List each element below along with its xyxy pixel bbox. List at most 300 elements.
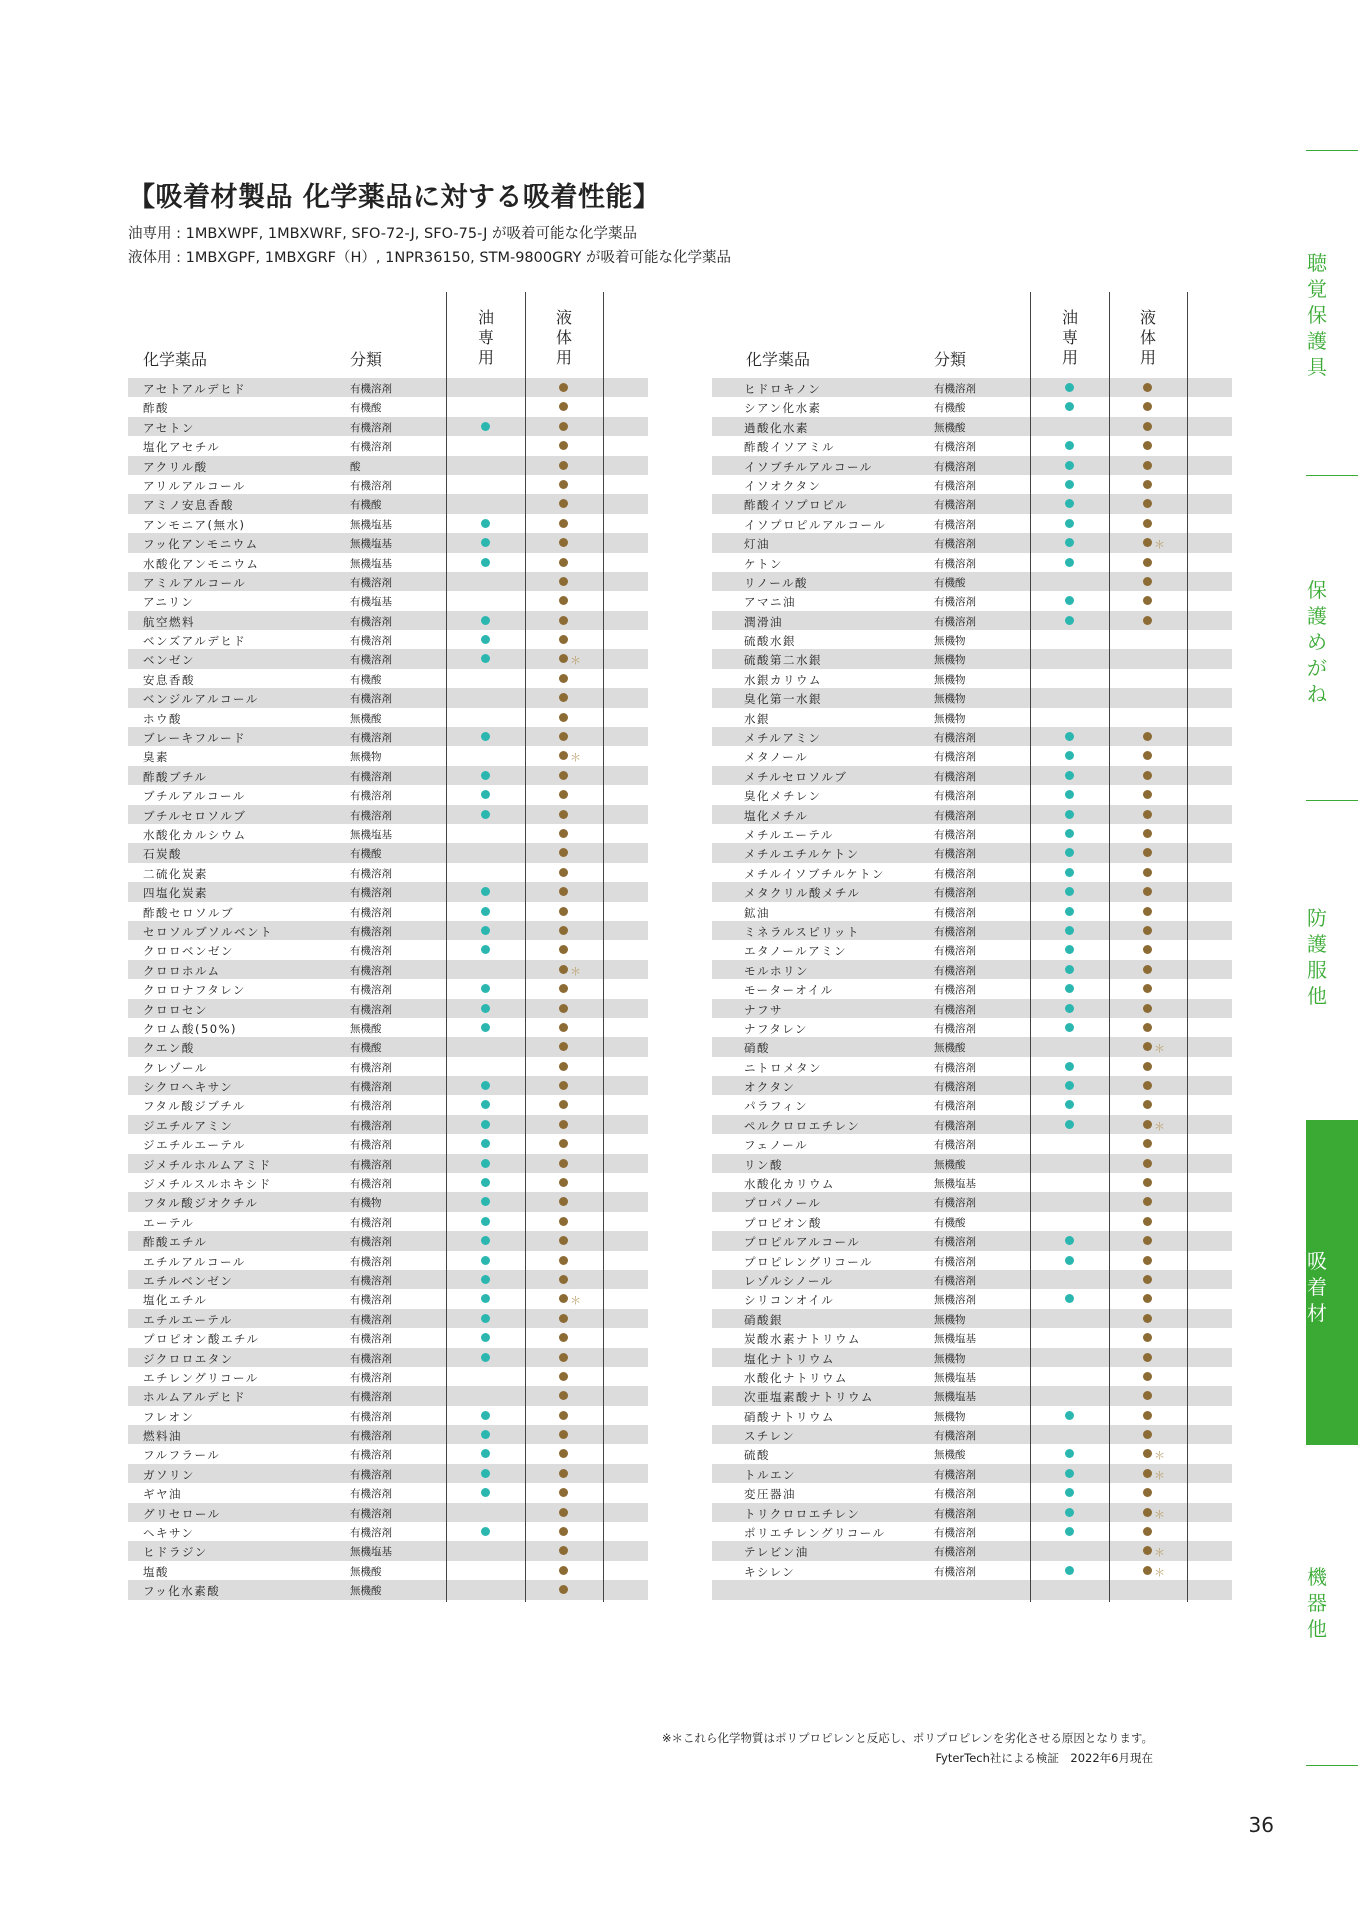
- chemical-category: 無機物: [934, 1313, 966, 1326]
- oil-compatible-dot: [1065, 1256, 1074, 1265]
- chemical-category: 有機溶剤: [350, 1178, 392, 1191]
- liquid-compatible-dot: [1143, 402, 1152, 411]
- chemical-name: 硫酸第二水銀: [744, 653, 822, 668]
- chemical-name: プロピルアルコール: [744, 1235, 861, 1250]
- chemical-category: 有機溶剤: [934, 770, 976, 783]
- table-row: [712, 1231, 1232, 1250]
- chemical-name: フタル酸ジブチル: [143, 1099, 246, 1114]
- table-row: [712, 882, 1232, 901]
- table-row: [128, 397, 648, 416]
- chemical-name: クロム酸(50%): [143, 1021, 238, 1036]
- table-row: [128, 1270, 648, 1289]
- table-row: [712, 1444, 1232, 1463]
- chemical-category: 有機溶剤: [350, 1236, 392, 1249]
- chemical-category: 有機溶剤: [934, 906, 976, 919]
- table-row: [128, 649, 648, 668]
- liquid-compatible-dot: [559, 887, 568, 896]
- liquid-compatible-dot: [559, 713, 568, 722]
- chemical-category: 有機溶剤: [934, 538, 976, 551]
- table-row: [712, 766, 1232, 785]
- chemical-category: 有機溶剤: [934, 615, 976, 628]
- chemical-name: ミネラルスピリット: [744, 924, 860, 939]
- oil-compatible-dot: [481, 1294, 490, 1303]
- oil-compatible-dot: [1065, 829, 1074, 838]
- chemical-category: 有機溶剤: [350, 790, 392, 803]
- liquid-compatible-dot: [1143, 945, 1152, 954]
- chemical-category: 無機物: [934, 1410, 966, 1423]
- liquid-compatible-dot: [1143, 1411, 1152, 1420]
- chemical-name: オクタン: [744, 1080, 796, 1095]
- chemical-name: クロロベンゼン: [143, 944, 234, 959]
- oil-compatible-dot: [481, 1023, 490, 1032]
- table-row: [128, 1541, 648, 1560]
- chemical-category: 無機酸: [350, 1585, 382, 1598]
- column-divider: [603, 292, 604, 1602]
- chemical-category: 有機溶剤: [934, 1565, 976, 1578]
- table-row: [712, 824, 1232, 843]
- chemical-category: 無機物: [934, 1352, 966, 1365]
- table-row: [712, 1270, 1232, 1289]
- liquid-compatible-dot: [559, 1353, 568, 1362]
- oil-compatible-dot: [1065, 1081, 1074, 1090]
- liquid-compatible-dot: [1143, 1469, 1152, 1478]
- chemical-name: スチレン: [744, 1429, 796, 1444]
- table-row: [128, 1309, 648, 1328]
- liquid-compatible-dot: [559, 1062, 568, 1071]
- liquid-compatible-dot: [559, 1023, 568, 1032]
- chemical-category: 有機溶剤: [934, 499, 976, 512]
- oil-compatible-dot: [481, 558, 490, 567]
- liquid-compatible-dot: [1143, 1159, 1152, 1168]
- liquid-compatible-dot: [559, 461, 568, 470]
- chemical-name: 硝酸銀: [744, 1312, 783, 1327]
- chemical-category: 無機塩基: [350, 828, 392, 841]
- chemical-category: 有機溶剤: [350, 1468, 392, 1481]
- chemical-name: メタノール: [744, 750, 809, 765]
- chemical-name: フルフラール: [143, 1448, 221, 1463]
- liquid-compatible-dot: [559, 1197, 568, 1206]
- table-row: [128, 1154, 648, 1173]
- chemical-name: クエン酸: [143, 1041, 195, 1056]
- degradation-asterisk: ＊: [1154, 1565, 1165, 1579]
- chemical-category: 有機溶剤: [350, 654, 392, 667]
- chemical-category: 有機溶剤: [934, 790, 976, 803]
- chemical-name: イソブチルアルコール: [744, 459, 873, 474]
- chemical-name: アニリン: [143, 595, 195, 610]
- table-row: [128, 1212, 648, 1231]
- liquid-compatible-dot: [559, 1469, 568, 1478]
- liquid-compatible-dot: [559, 499, 568, 508]
- liquid-compatible-dot: [1143, 596, 1152, 605]
- chemical-name: ナフタレン: [744, 1021, 808, 1036]
- liquid-compatible-dot: [559, 1566, 568, 1575]
- liquid-compatible-dot: [559, 732, 568, 741]
- header-chemical: 化学薬品: [143, 350, 208, 369]
- oil-compatible-dot: [481, 1178, 490, 1187]
- chemical-name: ベンジルアルコール: [143, 692, 259, 707]
- header-category: 分類: [934, 350, 967, 369]
- chemical-category: 有機溶剤: [934, 1274, 976, 1287]
- page-number: 36: [1248, 1813, 1274, 1837]
- table-row: [712, 921, 1232, 940]
- chemical-name: 臭化メチレン: [744, 789, 822, 804]
- nav-tab-absorbents[interactable]: 吸 着 材: [1307, 1249, 1327, 1325]
- chemical-name: ヒドラジン: [143, 1545, 208, 1560]
- liquid-compatible-dot: [1143, 1353, 1152, 1362]
- chemical-category: 有機溶剤: [350, 693, 392, 706]
- liquid-compatible-dot: [559, 519, 568, 528]
- oil-compatible-dot: [481, 519, 490, 528]
- chemical-name: クレゾール: [143, 1060, 208, 1075]
- table-row: [712, 708, 1232, 727]
- chemical-name: クロロホルム: [143, 963, 221, 978]
- chemical-category: 有機溶剤: [934, 1430, 976, 1443]
- nav-tab-protective-clothing[interactable]: 防 護 服 他: [1307, 906, 1327, 1008]
- table-row: [712, 572, 1232, 591]
- table-row: [128, 1289, 648, 1308]
- table-row: [712, 1483, 1232, 1502]
- chemical-category: 無機酸: [934, 1042, 966, 1055]
- oil-compatible-dot: [481, 1488, 490, 1497]
- chemical-category: 有機酸: [350, 1042, 382, 1055]
- chemical-category: 有機溶剤: [350, 984, 392, 997]
- liquid-compatible-dot: [1143, 1449, 1152, 1458]
- liquid-compatible-dot: [1143, 1042, 1152, 1051]
- table-row: [712, 630, 1232, 649]
- table-row: [128, 1134, 648, 1153]
- chemical-category: 有機溶剤: [934, 1139, 976, 1152]
- liquid-compatible-dot: [559, 1314, 568, 1323]
- chemical-name: プロピレングリコール: [744, 1254, 874, 1269]
- chemical-category: 有機溶剤: [350, 732, 392, 745]
- chemical-category: 有機溶剤: [350, 1274, 392, 1287]
- table-row: [712, 378, 1232, 397]
- chemical-category: 有機溶剤: [934, 1488, 976, 1501]
- chemical-category: 有機溶剤: [350, 1371, 392, 1384]
- table-row: [712, 1212, 1232, 1231]
- chemical-name: モルホリン: [744, 963, 809, 978]
- oil-compatible-dot: [481, 1100, 490, 1109]
- oil-compatible-dot: [1065, 480, 1074, 489]
- table-row: [128, 494, 648, 513]
- table-row: [712, 1348, 1232, 1367]
- liquid-compatible-dot: [1143, 984, 1152, 993]
- page-title: 【吸着材製品 化学薬品に対する吸着性能】: [128, 182, 661, 213]
- chemical-category: 無機酸: [350, 712, 382, 725]
- oil-compatible-dot: [1065, 1411, 1074, 1420]
- liquid-compatible-dot: [1143, 1488, 1152, 1497]
- table-row: [128, 1076, 648, 1095]
- table-row: [128, 436, 648, 455]
- liquid-compatible-dot: [1143, 887, 1152, 896]
- liquid-compatible-dot: [559, 984, 568, 993]
- chemical-category: 無機物: [934, 673, 966, 686]
- liquid-compatible-dot: [559, 965, 568, 974]
- chemical-category: 有機溶剤: [934, 1061, 976, 1074]
- chemical-category: 有機溶剤: [350, 1410, 392, 1423]
- chemical-category: 有機溶剤: [934, 1507, 976, 1520]
- chemical-category: 有機酸: [350, 499, 382, 512]
- liquid-compatible-dot: [559, 596, 568, 605]
- liquid-compatible-dot: [1143, 480, 1152, 489]
- table-row: [128, 378, 648, 397]
- chemical-category: 有機溶剤: [350, 906, 392, 919]
- liquid-compatible-dot: [1143, 461, 1152, 470]
- chemical-category: 有機溶剤: [934, 887, 976, 900]
- chemical-category: 有機溶剤: [934, 1081, 976, 1094]
- chemical-category: 無機酸: [934, 421, 966, 434]
- table-row: [128, 1464, 648, 1483]
- liquid-compatible-dot: [559, 635, 568, 644]
- liquid-compatible-dot: [1143, 1546, 1152, 1555]
- table-row: [128, 766, 648, 785]
- table-row: [128, 1444, 648, 1463]
- oil-compatible-dot: [1065, 848, 1074, 857]
- oil-compatible-dot: [1065, 538, 1074, 547]
- column-divider: [446, 292, 447, 1602]
- chemical-category: 有機溶剤: [350, 576, 392, 589]
- degradation-asterisk: ＊: [1154, 1468, 1165, 1482]
- chemical-category: 無機塩基: [350, 518, 392, 531]
- chemical-category: 有機溶剤: [934, 925, 976, 938]
- chemical-name: 燃料油: [143, 1429, 182, 1444]
- liquid-compatible-dot: [1143, 538, 1152, 547]
- degradation-asterisk: ＊: [570, 751, 581, 765]
- table-row: [712, 1076, 1232, 1095]
- chemical-name: ホルムアルデヒド: [143, 1390, 247, 1405]
- chemical-category: 無機酸: [350, 1022, 382, 1035]
- degradation-asterisk: ＊: [1154, 1507, 1165, 1521]
- liquid-compatible-dot: [559, 1508, 568, 1517]
- table-row: [712, 669, 1232, 688]
- chemical-table-right: [712, 292, 1232, 1600]
- chemical-name: グリセロール: [143, 1506, 221, 1521]
- table-row: [712, 960, 1232, 979]
- table-row: [712, 1154, 1232, 1173]
- table-row: [128, 979, 648, 998]
- oil-compatible-dot: [481, 1275, 490, 1284]
- oil-compatible-dot: [1065, 1062, 1074, 1071]
- liquid-compatible-dot: [1143, 422, 1152, 431]
- chemical-name: エーテル: [143, 1215, 195, 1230]
- liquid-compatible-dot: [1143, 1430, 1152, 1439]
- table-row: [712, 456, 1232, 475]
- liquid-compatible-dot: [559, 829, 568, 838]
- chemical-name: フッ化水素酸: [143, 1584, 221, 1599]
- chemical-name: 酢酸イソアミル: [744, 440, 835, 455]
- chemical-category: 有機物: [350, 1197, 382, 1210]
- chemical-name: 過酸化水素: [744, 420, 809, 435]
- liquid-compatible-dot: [559, 1294, 568, 1303]
- liquid-compatible-dot: [1143, 1333, 1152, 1342]
- table-row: [712, 1173, 1232, 1192]
- oil-compatible-dot: [1065, 1294, 1074, 1303]
- chemical-name: レゾルシノール: [744, 1273, 834, 1288]
- nav-tab-safety-glasses[interactable]: 保 護 め が ね: [1307, 578, 1327, 706]
- oil-compatible-dot: [481, 810, 490, 819]
- chemical-category: 有機溶剤: [934, 828, 976, 841]
- table-row: [712, 1037, 1232, 1056]
- chemical-name: 水銀カリウム: [744, 672, 822, 687]
- chemical-name: 安息香酸: [143, 672, 195, 687]
- oil-compatible-dot: [1065, 499, 1074, 508]
- chemical-category: 有機溶剤: [934, 1119, 976, 1132]
- nav-tab-hearing-protection[interactable]: 聴 覚 保 護 具: [1307, 251, 1327, 379]
- liquid-compatible-dot: [1143, 751, 1152, 760]
- chemical-category: 有機溶剤: [350, 945, 392, 958]
- table-row: [128, 999, 648, 1018]
- chemical-name: シアン化水素: [744, 401, 822, 416]
- chemical-category: 無機溶剤: [934, 1294, 976, 1307]
- header-chemical: 化学薬品: [746, 350, 811, 369]
- chemical-name: クロロセン: [143, 1002, 208, 1017]
- chemical-name: ナフサ: [744, 1002, 783, 1017]
- liquid-compatible-dot: [1143, 616, 1152, 625]
- chemical-category: 有機溶剤: [934, 1255, 976, 1268]
- chemical-name: ポリエチレングリコール: [744, 1526, 886, 1541]
- table-body: [712, 378, 1232, 1600]
- chemical-category: 有機溶剤: [934, 751, 976, 764]
- chemical-category: 有機溶剤: [934, 1527, 976, 1540]
- chemical-name: プロピオン酸: [744, 1215, 822, 1230]
- table-row: [712, 843, 1232, 862]
- table-row: [712, 1018, 1232, 1037]
- chemical-category: 有機溶剤: [350, 1255, 392, 1268]
- table-row: [712, 1309, 1232, 1328]
- liquid-compatible-dot: [559, 907, 568, 916]
- liquid-compatible-dot: [559, 810, 568, 819]
- table-row: [712, 785, 1232, 804]
- liquid-compatible-dot: [559, 1100, 568, 1109]
- chemical-name: ジメチルホルムアミド: [143, 1157, 272, 1172]
- chemical-name: 酢酸エチル: [143, 1235, 208, 1250]
- oil-compatible-dot: [481, 790, 490, 799]
- header-oil: 油 専 用: [477, 308, 494, 367]
- liquid-compatible-dot: [1143, 1023, 1152, 1032]
- oil-compatible-dot: [1065, 810, 1074, 819]
- chemical-name: ギヤ油: [143, 1487, 182, 1502]
- liquid-compatible-dot: [559, 1159, 568, 1168]
- chemical-name: 水酸化アンモニウム: [143, 556, 260, 571]
- chemical-name: エチレングリコール: [143, 1370, 259, 1385]
- chemical-category: 無機塩基: [350, 1546, 392, 1559]
- liquid-compatible-dot: [1143, 441, 1152, 450]
- liquid-compatible-dot: [559, 383, 568, 392]
- liquid-compatible-dot: [559, 1372, 568, 1381]
- oil-compatible-dot: [1065, 383, 1074, 392]
- oil-compatible-dot: [481, 635, 490, 644]
- chemical-category: 有機溶剤: [350, 1081, 392, 1094]
- table-row: [712, 805, 1232, 824]
- chemical-category: 有機溶剤: [934, 479, 976, 492]
- liquid-compatible-dot: [559, 402, 568, 411]
- chemical-category: 有機溶剤: [350, 1003, 392, 1016]
- oil-compatible-dot: [481, 1236, 490, 1245]
- chemical-category: 有機溶剤: [350, 615, 392, 628]
- liquid-compatible-dot: [559, 1081, 568, 1090]
- table-row: [712, 688, 1232, 707]
- nav-divider: [1306, 800, 1358, 801]
- liquid-compatible-dot: [559, 538, 568, 547]
- chemical-name: 塩酸: [143, 1564, 169, 1579]
- table-row: [128, 843, 648, 862]
- table-row: [128, 882, 648, 901]
- table-body: [128, 378, 648, 1600]
- chemical-category: 無機塩基: [934, 1333, 976, 1346]
- oil-compatible-dot: [1065, 965, 1074, 974]
- liquid-compatible-dot: [559, 1236, 568, 1245]
- chemical-category: 無機塩基: [350, 538, 392, 551]
- chemical-category: 有機溶剤: [934, 1546, 976, 1559]
- liquid-compatible-dot: [1143, 868, 1152, 877]
- chemical-category: 有機溶剤: [934, 1022, 976, 1035]
- chemical-name: 酢酸: [143, 401, 169, 416]
- chemical-name: アセトアルデヒド: [143, 382, 247, 396]
- liquid-compatible-dot: [559, 616, 568, 625]
- chemical-category: 有機溶剤: [350, 809, 392, 822]
- chemical-category: 有機溶剤: [350, 1352, 392, 1365]
- table-row: [712, 553, 1232, 572]
- liquid-compatible-dot: [559, 558, 568, 567]
- oil-compatible-dot: [481, 887, 490, 896]
- table-row: [128, 417, 648, 436]
- chemical-name: ホウ酸: [143, 711, 182, 726]
- oil-compatible-dot: [481, 771, 490, 780]
- chemical-name: モーターオイル: [744, 983, 834, 998]
- oil-compatible-dot: [481, 1256, 490, 1265]
- chemical-name: 塩化ナトリウム: [744, 1351, 835, 1366]
- chemical-category: 無機塩基: [934, 1371, 976, 1384]
- table-row: [128, 456, 648, 475]
- chemical-name: フッ化アンモニウム: [143, 537, 259, 552]
- chemical-name: エタノールアミン: [744, 944, 848, 959]
- liquid-compatible-dot: [559, 577, 568, 586]
- chemical-category: 有機溶剤: [350, 441, 392, 454]
- table-row: [712, 1580, 1232, 1599]
- liquid-compatible-dot: [1143, 383, 1152, 392]
- nav-tab-equipment[interactable]: 機 器 他: [1307, 1565, 1327, 1641]
- chemical-category: 有機酸: [350, 673, 382, 686]
- chemical-name: アミルアルコール: [143, 575, 247, 590]
- table-row: [128, 1348, 648, 1367]
- table-header: [128, 292, 648, 378]
- chemical-name: 硝酸ナトリウム: [744, 1409, 835, 1424]
- table-row: [712, 1289, 1232, 1308]
- oil-compatible-dot: [481, 1527, 490, 1536]
- table-row: [128, 1561, 648, 1580]
- chemical-category: 有機溶剤: [934, 809, 976, 822]
- table-row: [128, 1367, 648, 1386]
- chemical-name: 酢酸イソプロピル: [744, 498, 848, 513]
- liquid-compatible-dot: [1143, 829, 1152, 838]
- oil-compatible-dot: [481, 984, 490, 993]
- header-liquid: 液 体 用: [1139, 308, 1156, 367]
- table-row: [128, 960, 648, 979]
- table-row: [712, 475, 1232, 494]
- liquid-compatible-dot: [1143, 907, 1152, 916]
- liquid-compatible-dot: [559, 1585, 568, 1594]
- chemical-name: ブレーキフルード: [143, 731, 247, 746]
- table-row: [712, 746, 1232, 765]
- chemical-category: 有機溶剤: [350, 770, 392, 783]
- header-oil: 油 専 用: [1061, 308, 1078, 367]
- chemical-name: フタル酸ジオクチル: [143, 1196, 259, 1211]
- chemical-category: 有機溶剤: [934, 460, 976, 473]
- oil-compatible-dot: [1065, 887, 1074, 896]
- table-row: [712, 1328, 1232, 1347]
- chemical-name: キシレン: [744, 1564, 796, 1579]
- chemical-name: ガソリン: [143, 1467, 195, 1482]
